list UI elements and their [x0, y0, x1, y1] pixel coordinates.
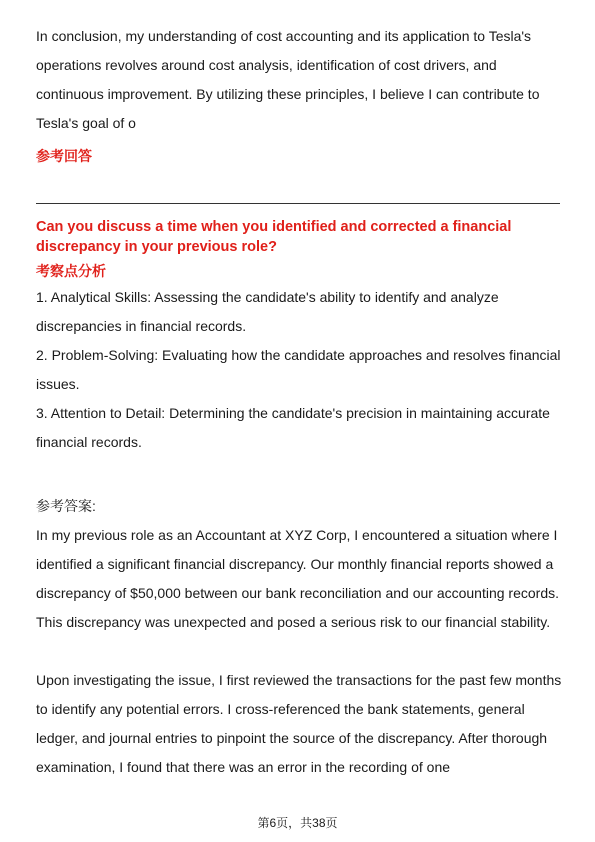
- answer-paragraph-1: In my previous role as an Accountant at XYZ Corp, I encountered a situation where I identified a significant financial discrepancy. Our monthly financial reports showed a discrepancy of $50,000 between our bank reconciliation and our accounting records. This discrepancy was unexpected and posed a serious risk to our financial stability.: [36, 527, 559, 630]
- intro-paragraph: In conclusion, my understanding of cost accounting and its application to Tesla's operations revolves around cost analysis, identification of cost drivers, and continuous improvement. By utilizing these principles, I believe I can contribute to Tesla's goal of o: [36, 28, 540, 131]
- answer-paragraph-2: Upon investigating the issue, I first reviewed the transactions for the past few months to identify any potential errors. I cross-referenced the bank statements, general ledger, and journal entries to pinpoint the source of the discrepancy. After thorough examination, I found that there was an error in the recording of one: [36, 672, 562, 775]
- analysis-point-3: 3. Attention to Detail: Determining the candidate's precision in maintaining accurate financial records.: [36, 405, 550, 450]
- document-page: [36, 22, 564, 782]
- reference-answer-label: 参考回答: [36, 148, 92, 164]
- analysis-label: 考察点分析: [36, 263, 106, 279]
- page-footer: 第6页，共38页: [257, 816, 338, 830]
- analysis-point-1: 1. Analytical Skills: Assessing the candidate's ability to identify and analyze discrepancies in financial records.: [36, 289, 499, 334]
- section-divider: [36, 203, 560, 204]
- analysis-point-2: 2. Problem-Solving: Evaluating how the candidate approaches and resolves financial issues.: [36, 347, 561, 392]
- paragraph-gap: [36, 637, 564, 666]
- answer-label: 参考答案:: [36, 498, 96, 514]
- question-heading: Can you discuss a time when you identified and corrected a financial discrepancy in your previous role?: [36, 219, 512, 255]
